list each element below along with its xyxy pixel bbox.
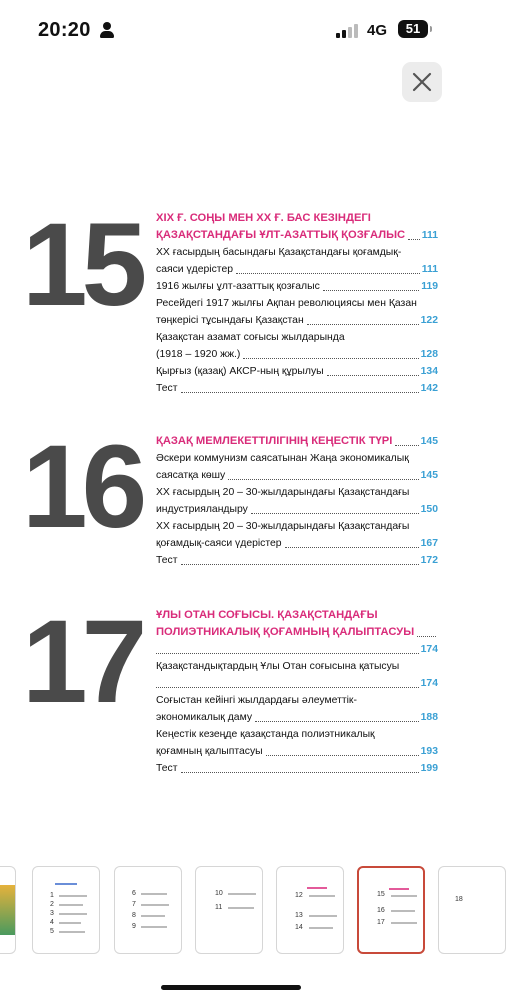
toc-entry[interactable] bbox=[156, 312, 438, 329]
thumbnail-number: 6 bbox=[132, 890, 136, 897]
page-number: 167 bbox=[420, 538, 438, 549]
toc-entry[interactable] bbox=[156, 363, 438, 380]
thumbnail-number: 2 bbox=[50, 901, 54, 908]
toc-entry-line: XX ғасырдың 20 – 30-жылдарындағы Қазақстандағы bbox=[156, 521, 410, 532]
toc-entry-text: Тест bbox=[156, 763, 178, 774]
thumbnail-number: 17 bbox=[377, 919, 385, 926]
close-button[interactable] bbox=[402, 62, 442, 102]
page-number: 142 bbox=[420, 383, 438, 394]
section-title: ҚАЗАҚСТАНДАҒЫ ҰЛТ-АЗАТТЫҚ ҚОЗҒАЛЫС bbox=[156, 229, 406, 241]
thumbnail-number: 4 bbox=[50, 919, 54, 926]
cover-image bbox=[0, 885, 15, 935]
page-thumbnail[interactable] bbox=[114, 866, 182, 954]
toc-entry-text: (1918 – 1920 жж.) bbox=[156, 349, 241, 360]
page-number: 128 bbox=[420, 349, 438, 360]
toc-entry-text: экономикалық даму bbox=[156, 712, 253, 723]
thumbnail-number: 10 bbox=[215, 890, 223, 897]
toc-entry-text: саяси үдерістер bbox=[156, 264, 234, 275]
section-title-row[interactable] bbox=[156, 433, 438, 450]
thumbnail-number: 3 bbox=[50, 910, 54, 917]
toc-entry-text: саясатқа көшу bbox=[156, 470, 226, 481]
person-icon bbox=[100, 22, 114, 38]
toc-entry-text: қоғамның қалыптасуы bbox=[156, 746, 263, 757]
toc-entry[interactable] bbox=[156, 380, 438, 397]
page-thumbnail[interactable] bbox=[195, 866, 263, 954]
page-number: 174 bbox=[420, 644, 438, 655]
toc-entry-line: Қазақстандықтардың Ұлы Отан соғысына қатысуы bbox=[156, 661, 400, 672]
chapter-number: 16 bbox=[22, 421, 142, 553]
page-thumbnail[interactable] bbox=[32, 866, 100, 954]
page-number: 174 bbox=[420, 678, 438, 689]
toc-entry-text: индустрияландыру bbox=[156, 504, 248, 515]
toc-entry[interactable] bbox=[156, 278, 438, 295]
page-number: 193 bbox=[420, 746, 438, 757]
thumbnail-number: 5 bbox=[50, 928, 54, 935]
page-number: 172 bbox=[420, 555, 438, 566]
toc-entry[interactable] bbox=[156, 535, 438, 552]
page-number: 150 bbox=[420, 504, 438, 515]
page-thumbnail[interactable] bbox=[0, 866, 16, 954]
section-title: ПОЛИЭТНИКАЛЫҚ ҚОҒАМНЫҢ ҚАЛЫПТАСУЫ bbox=[156, 626, 415, 638]
page-number: 145 bbox=[420, 436, 438, 447]
page-number: 122 bbox=[420, 315, 438, 326]
toc-entry[interactable] bbox=[156, 552, 438, 569]
page-thumbnail[interactable] bbox=[438, 866, 506, 954]
page-thumbnails bbox=[0, 862, 462, 958]
toc-entry-text: қоғамдық-саяси үдерістер bbox=[156, 538, 282, 549]
page-thumbnail-selected[interactable] bbox=[357, 866, 425, 954]
toc-section bbox=[156, 607, 438, 777]
close-icon bbox=[413, 73, 431, 91]
thumbnail-number: 15 bbox=[377, 891, 385, 898]
toc-entry-text: төңкерісі тұсындағы Қазақстан bbox=[156, 315, 304, 326]
thumbnail-number: 1 bbox=[50, 892, 54, 899]
toc-entry[interactable] bbox=[156, 743, 438, 760]
toc-entry[interactable] bbox=[156, 261, 438, 278]
toc-entry-text: Тест bbox=[156, 383, 178, 394]
toc-entry-line: Соғыстан кейінгі жылдардағы әлеуметтік- bbox=[156, 695, 357, 706]
page-number: 188 bbox=[420, 712, 438, 723]
toc-section bbox=[156, 210, 438, 397]
toc-entry-line: XX ғасырдың 20 – 30-жылдарындағы Қазақстандағы bbox=[156, 487, 410, 498]
page-number: 119 bbox=[421, 281, 438, 292]
signal-icon bbox=[336, 24, 360, 38]
thumbnail-number: 14 bbox=[295, 924, 303, 931]
toc-entry-line: XX ғасырдың басындағы Қазақстандағы қоғамдық- bbox=[156, 247, 402, 258]
thumbnail-number: 8 bbox=[132, 912, 136, 919]
page-number: 111 bbox=[421, 230, 438, 241]
section-title-row[interactable] bbox=[156, 227, 438, 244]
toc-entry-text: Тест bbox=[156, 555, 178, 566]
home-indicator bbox=[161, 985, 301, 990]
toc-entry-line: Кеңестік кезеңде қазақстанда полиэтникалық bbox=[156, 729, 375, 740]
section-title-page-row[interactable] bbox=[156, 641, 438, 658]
page-number: 145 bbox=[420, 470, 438, 481]
page-number: 134 bbox=[420, 366, 438, 377]
toc-entry[interactable] bbox=[156, 709, 438, 726]
status-bar bbox=[0, 0, 462, 60]
toc-entry[interactable] bbox=[156, 760, 438, 777]
section-title: ҰЛЫ ОТАН СОҒЫСЫ. ҚАЗАҚСТАНДАҒЫ bbox=[156, 609, 378, 621]
toc-entry[interactable] bbox=[156, 501, 438, 518]
chapter-number: 17 bbox=[22, 596, 142, 728]
toc-entry-line: Ресейдегі 1917 жылғы Ақпан революциясы мен Қазан bbox=[156, 298, 417, 309]
section-title: ҚАЗАҚ МЕМЛЕКЕТТІЛІГІНІҢ КЕҢЕСТІК ТҮРІ bbox=[156, 435, 393, 447]
section-title: XIX Ғ. СОҢЫ МЕН XX Ғ. БАС КЕЗІНДЕГІ bbox=[156, 212, 371, 224]
page-thumbnail[interactable] bbox=[276, 866, 344, 954]
toc-entry[interactable] bbox=[156, 346, 438, 363]
thumbnail-number: 11 bbox=[215, 904, 223, 911]
thumbnail-number: 9 bbox=[132, 923, 136, 930]
thumbnail-number: 12 bbox=[295, 892, 303, 899]
thumbnail-number: 18 bbox=[455, 896, 463, 903]
page-number: 199 bbox=[420, 763, 438, 774]
toc-entry-line: Қазақстан азамат соғысы жылдарында bbox=[156, 332, 345, 343]
toc-section bbox=[156, 433, 438, 569]
toc-entry[interactable] bbox=[156, 467, 438, 484]
page-number: 111 bbox=[421, 264, 438, 275]
thumbnail-number: 7 bbox=[132, 901, 136, 908]
thumbnail-number: 13 bbox=[295, 912, 303, 919]
toc-entry-text: Қырғыз (қазақ) АКСР-ның құрылуы bbox=[156, 366, 324, 377]
thumbnail-number: 16 bbox=[377, 907, 385, 914]
toc-entry-text: 1916 жылғы ұлт-азаттық қозғалыс bbox=[156, 281, 320, 292]
chapter-number: 15 bbox=[22, 199, 142, 331]
battery-icon: 51 bbox=[398, 20, 428, 38]
section-title-row[interactable] bbox=[156, 624, 438, 641]
network-label: 4G bbox=[367, 22, 388, 39]
toc-entry-line: Әскери коммунизм саясатынан Жаңа экономикалық bbox=[156, 453, 409, 464]
status-time: 20:20 bbox=[38, 19, 91, 41]
toc-entry[interactable] bbox=[156, 675, 438, 692]
